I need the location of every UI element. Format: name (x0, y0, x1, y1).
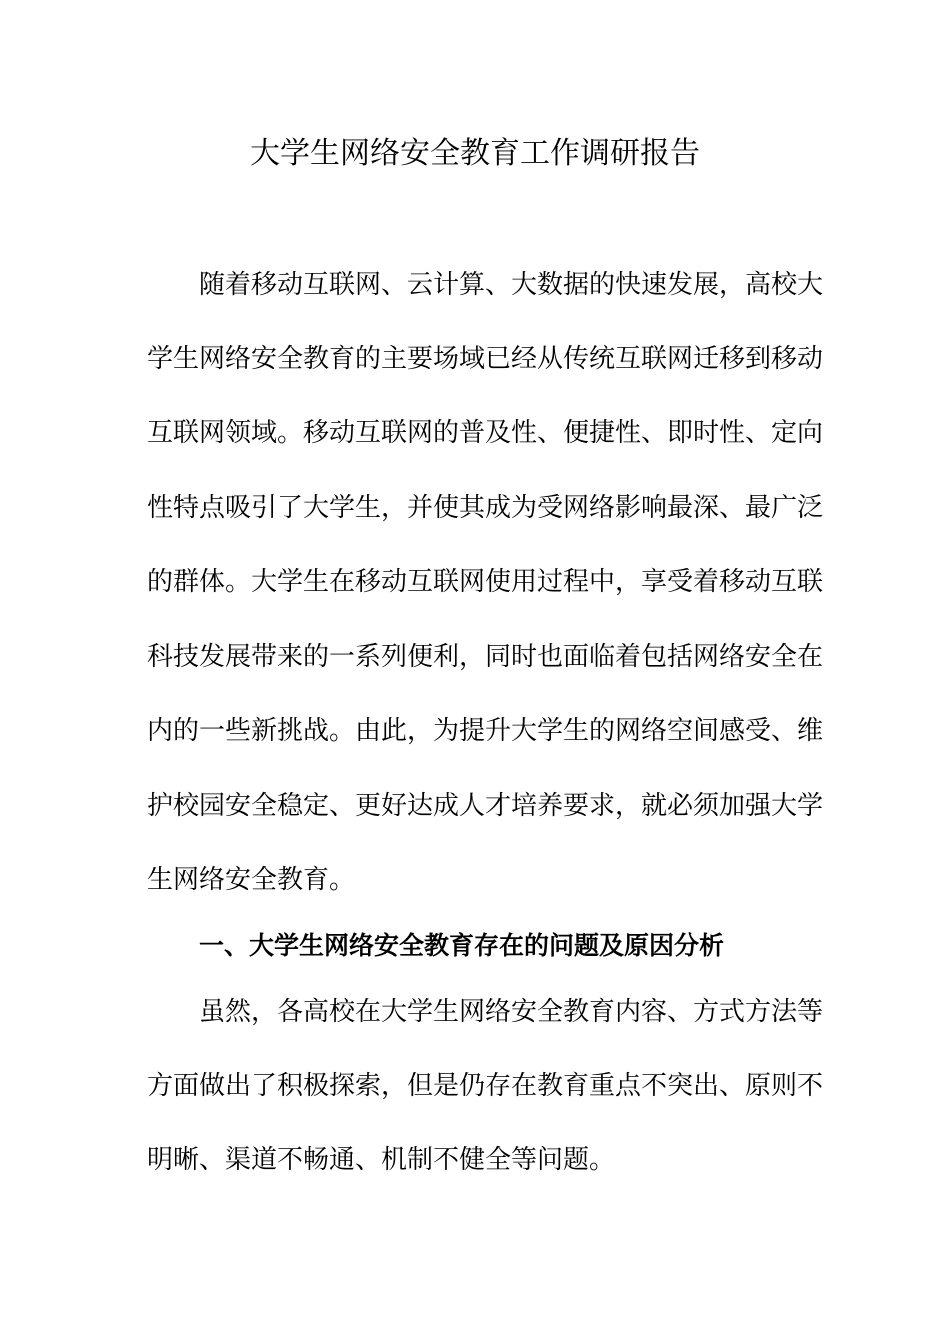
paragraph-2-line-2: 方面做出了积极探索，但是仍存在教育重点不突出、原则不 (147, 1071, 824, 1101)
section-1-heading: 一、大学生网络安全教育存在的问题及原因分析 (199, 931, 725, 960)
paragraph-1-line-2: 学生网络安全教育的主要场域已经从传统互联网迁移到移动 (147, 344, 824, 374)
paragraph-1-line-6: 科技发展带来的一系列便利，同时也面临着包括网络安全在 (147, 642, 824, 672)
paragraph-2-line-3: 明晰、渠道不畅通、机制不健全等问题。 (147, 1145, 616, 1175)
paragraph-1-line-1: 随着移动互联网、云计算、大数据的快速发展，高校大 (199, 270, 824, 300)
document-title: 大学生网络安全教育工作调研报告 (250, 136, 700, 171)
paragraph-1-line-9: 生网络安全教育。 (147, 865, 356, 895)
paragraph-2-line-1: 虽然，各高校在大学生网络安全教育内容、方式方法等 (199, 997, 824, 1027)
paragraph-1-line-3: 互联网领域。移动互联网的普及性、便捷性、即时性、定向 (147, 418, 824, 448)
paragraph-1-line-4: 性特点吸引了大学生，并使其成为受网络影响最深、最广泛 (147, 493, 824, 523)
paragraph-1-line-7: 内的一些新挑战。由此，为提升大学生的网络空间感受、维 (147, 716, 824, 746)
paragraph-1-line-5: 的群体。大学生在移动互联网使用过程中，享受着移动互联 (147, 567, 824, 597)
paragraph-1-line-8: 护校园安全稳定、更好达成人才培养要求，就必须加强大学 (147, 791, 824, 821)
